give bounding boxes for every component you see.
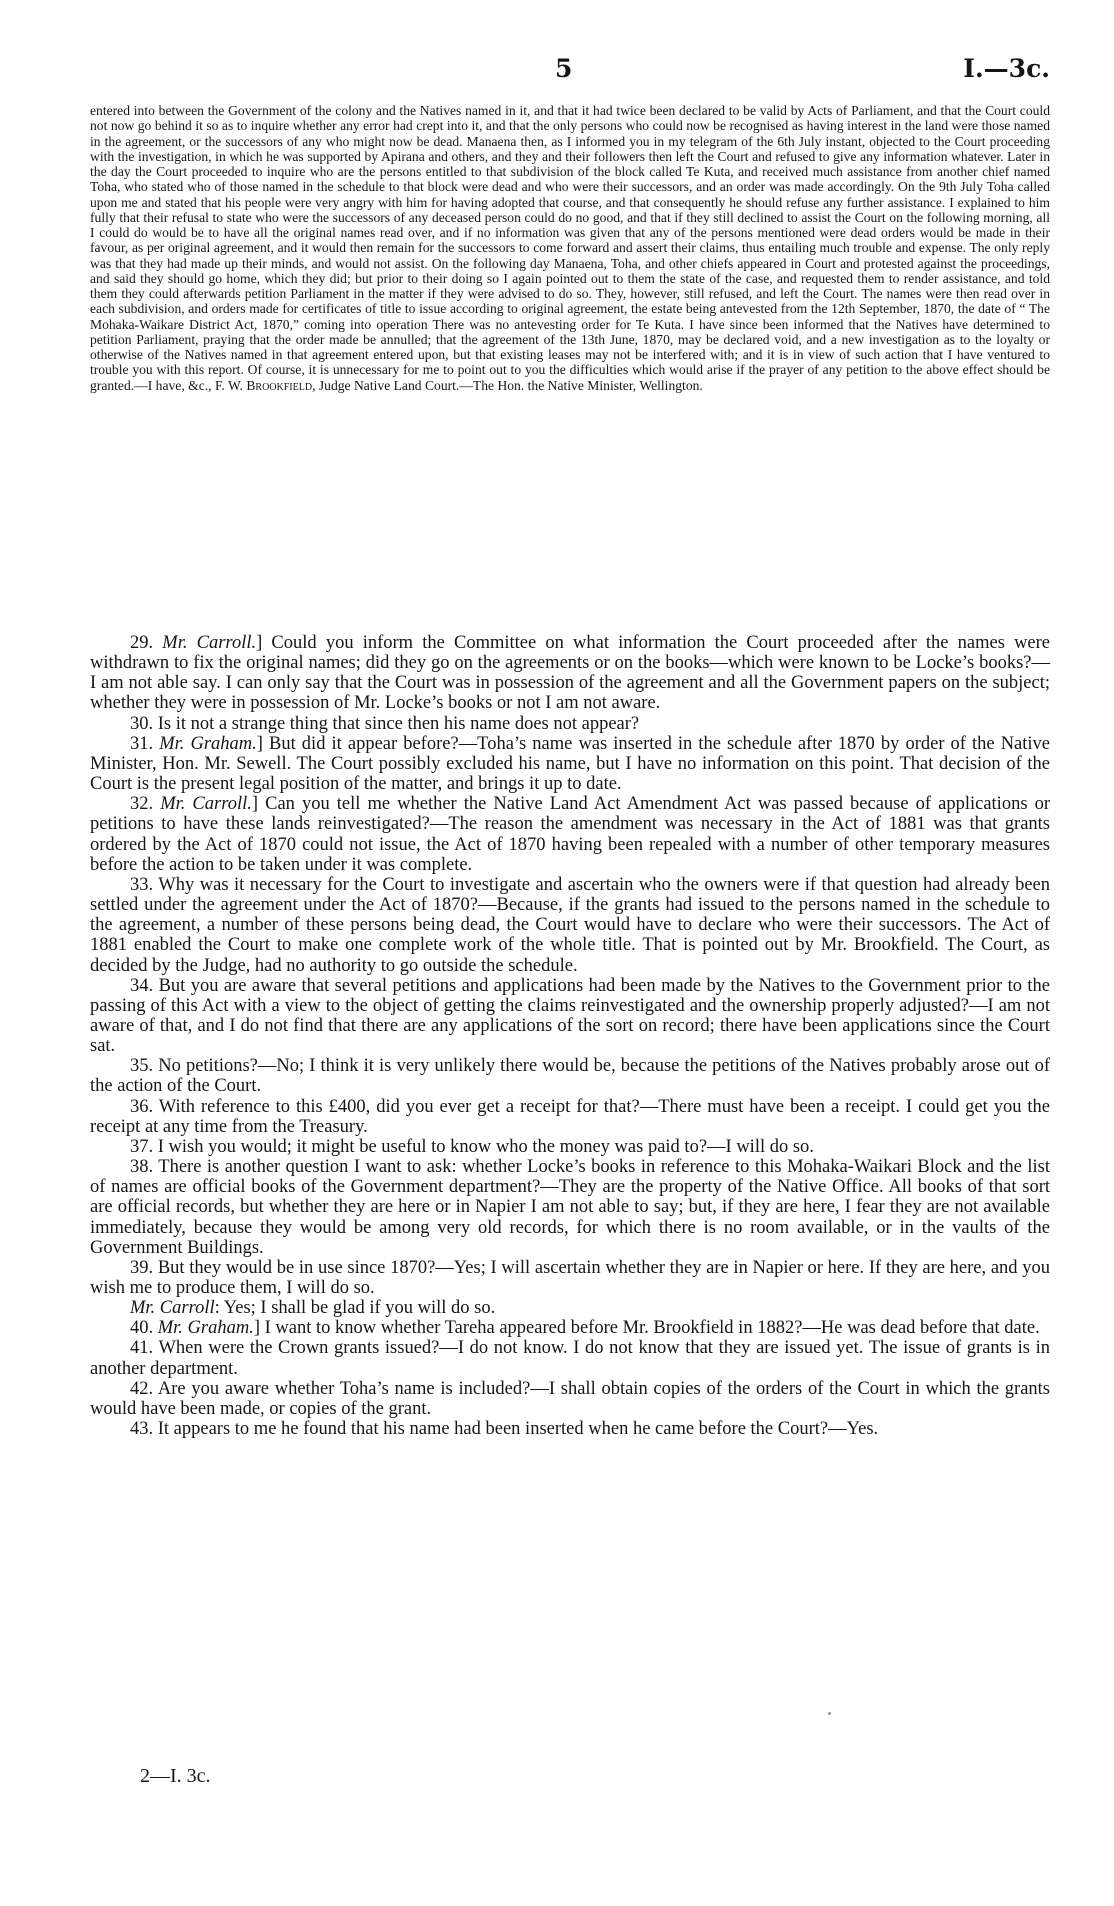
question-text: When were the Crown grants issued?—I do not know. I do not know that they are issued yet. The issue of grants is in another department. bbox=[90, 1338, 1050, 1379]
speaker: Mr. Carroll. bbox=[160, 794, 252, 815]
page-number: 5 bbox=[555, 54, 573, 83]
question-number: 41. bbox=[130, 1338, 154, 1359]
question-text: But they would be in use since 1870?—Yes; I will ascertain whether they are in Napier or here. If they are here, and you wish me to produce them, I will do so. bbox=[90, 1257, 1050, 1298]
question-number: 42. bbox=[130, 1378, 154, 1399]
letter-excerpt bbox=[90, 103, 1050, 393]
question-text: No petitions?—No; I think it is very unlikely there would be, because the petitions of the Natives probably arose out of the action of the Court. bbox=[90, 1056, 1050, 1097]
question-number: 36. bbox=[130, 1096, 154, 1117]
question-text: ] Could you inform the Committee on what information the Court proceeded after the names were withdrawn to fix the original names; did they go on the agreements or on the books—which were known to be Locke’s books?—I am not able say. I can only say that the Court was in possession of the agreement and all the Government papers on the subject; whether they were in possession of Mr. Locke’s books or not I am not aware. bbox=[90, 633, 1051, 714]
question-41 bbox=[90, 1338, 1050, 1378]
question-text: It appears to me he found that his name had been inserted when he came before the Court?—Yes. bbox=[157, 1419, 879, 1440]
question-34 bbox=[90, 976, 1050, 1057]
question-number: 37. bbox=[130, 1136, 154, 1157]
question-36 bbox=[90, 1097, 1050, 1137]
question-39 bbox=[90, 1258, 1050, 1298]
question-number: 38. bbox=[130, 1157, 154, 1178]
speaker: Mr. Carroll. bbox=[162, 633, 257, 653]
question-text: But you are aware that several petitions and applications had been made by the Natives to the Government prior to the passing of this Act with a view to the object of getting the claims reinvestigated and the ownership properly adjusted?—I am not aware of that, and I do not find that there are any applications of the sort on record; there have been applications since the Court sat. bbox=[90, 975, 1051, 1057]
document-reference: I.—3c. bbox=[963, 54, 1050, 83]
signature-mark: 2—I. 3c. bbox=[140, 1765, 211, 1787]
question-32 bbox=[90, 794, 1050, 875]
question-35 bbox=[90, 1056, 1050, 1096]
question-text: I wish you would; it might be useful to know who the money was paid to?—I will do so. bbox=[157, 1136, 814, 1157]
question-43 bbox=[90, 1419, 1050, 1439]
question-text: : Yes; I shall be glad if you will do so. bbox=[214, 1298, 496, 1319]
letter-closing: , Judge Native Land Court.—The Hon. the Native Minister, Wellington. bbox=[312, 377, 703, 393]
evidence-questions bbox=[90, 633, 1050, 1439]
question-text: Is it not a strange thing that since then his name does not appear? bbox=[157, 713, 640, 734]
question-38 bbox=[90, 1157, 1050, 1258]
question-text: There is another question I want to ask: whether Locke’s books in reference to this Mohaka-Waikari Block and the list of names are official books of the Government department?—They are the property of the Native Office. All books of that sort are official records, but whether they are here or in Napier I am not able to say; but, if they are here, I fear they are not available immediately, because they would be among very old records, for which there is no room available, or in the vaults of the Government Buildings. bbox=[90, 1157, 1050, 1258]
question-number: 43. bbox=[130, 1419, 154, 1440]
question-number: 30. bbox=[130, 713, 154, 734]
question-number: 34. bbox=[130, 975, 154, 996]
question-text: With reference to this £400, did you ever get a receipt for that?—There must have been a receipt. I could get you the receipt at any time from the Treasury. bbox=[90, 1096, 1050, 1137]
question-number: 31. bbox=[130, 733, 154, 754]
speaker: Mr. Graham. bbox=[157, 1318, 254, 1339]
question-37 bbox=[90, 1137, 1050, 1157]
speaker: Mr. Carroll bbox=[130, 1298, 215, 1319]
question-33 bbox=[90, 875, 1050, 976]
question-text: ] I want to know whether Tareha appeared before Mr. Brookfield in 1882?—He was dead before that date. bbox=[253, 1318, 1040, 1339]
interjection-carroll bbox=[90, 1298, 1050, 1318]
question-number: 40. bbox=[130, 1318, 154, 1339]
question-number: 33. bbox=[130, 874, 154, 895]
letter-signature-name: Brookfield bbox=[246, 377, 313, 393]
question-text: ] Can you tell me whether the Native Land Act Amendment Act was passed because of applications or petitions to have these lands reinvestigated?—The reason the amendment was necessary in the Act of 1881 was that grants ordered by the Act of 1870 could not issue, the Act of 1870 having been repealed with a number of other temporary measures before the action to be taken under it was complete. bbox=[90, 794, 1050, 875]
letter-body: entered into between the Government of the colony and the Natives named in it, and that it had twice been declared to be valid by Acts of Parliament, and that the Court could not now go behind it so as to inquire whether any error had crept into it, and that the only persons who could now be recognised as having interest in the land were those named in the agreement, or the successors of any who might now be dead. Manaena then, as I informed you in my telegram of the 6th July instant, objected to the Court proceeding with the investigation, in which he was supported by Apirana and others, and they and their followers then left the Court and refused to give any information whatever. Later in the day the Court proceeded to inquire who are the persons entitled to that subdivision of the block called Te Kuta, and received much assistance from another chief named Toha, who stated who of those named in the schedule to that block were dead and who were their successors, and an order was made accordingly. On the 9th July Toha called upon me and stated that his people were very angry with him for having adopted that course, and that consequently he should refuse any further assistance. I explained to him fully that their refusal to state who were the successors of any deceased person could do no good, and that if they still declined to assist the Court on the following morning, all I could do would be to have all the original names read over, and if no information was given that any of the persons mentioned were dead orders would be made in their favour, as per original agreement, and it would then remain for the successors to come forward and assert their claims, thus entailing much trouble and expense. The only reply was that they had made up their minds, and would not assist. On the following day Manaena, Toha, and other chiefs appeared in Court and protested against the proceedings, and said they should go home, which they did; but prior to their doing so I again pointed out to them the state of the case, and requested them to render assistance, and told them they could afterwards petition Parliament in the matter if they were advised to do so. They, however, still refused, and left the Court. The names were then read over in each subdivision, and orders made for certificates of title to issue according to original agreement, the estate being antevested from the 12th September, 1870, the date of “ The Mohaka-Waikare District Act, 1870,” coming into operation There was no antevesting order for Te Kuta. I have since been informed that the Natives have determined to petition Parliament, praying that the order made be annulled; that the agreement of the 13th June, 1870, may be declared void, and a new investigation as to the loyalty or otherwise of the Natives named in that agreement entered upon, but that existing leases may not be interfered with; and it is in view of such action that I have ventured to trouble you with this report. Of course, it is unnecessary for me to point out to you the difficulties which would arise if the prayer of any petition to the above effect should be granted.—I have, &c., F. W. bbox=[90, 103, 1050, 393]
question-number: 35. bbox=[130, 1056, 154, 1077]
page-header bbox=[90, 54, 1050, 88]
question-29 bbox=[90, 633, 1050, 714]
speaker: Mr. Graham. bbox=[159, 733, 257, 754]
question-text: Why was it necessary for the Court to investigate and ascertain who the owners were if that question had already been settled under the agreement under the Act of 1870?—Because, if the grants had issued to the persons named in the schedule to the agreement, a number of these persons being dead, the Court would have to declare who were their successors. The Act of 1881 enabled the Court to make one complete work of the whole title. That is pointed out by Mr. Brookfield. The Court, as decided by the Judge, had no authority to go outside the schedule. bbox=[90, 874, 1051, 976]
question-number: 32. bbox=[130, 794, 154, 815]
question-42 bbox=[90, 1379, 1050, 1419]
question-31 bbox=[90, 734, 1050, 794]
question-number: 29. bbox=[130, 633, 154, 653]
question-text: Are you aware whether Toha’s name is included?—I shall obtain copies of the orders of the Court in which the grants would have been made, or copies of the grant. bbox=[90, 1378, 1051, 1419]
question-30 bbox=[90, 714, 1050, 734]
question-number: 39. bbox=[130, 1257, 154, 1278]
question-text: ] But did it appear before?—Toha’s name was inserted in the schedule after 1870 by order of the Native Minister, Hon. Mr. Sewell. The Court possibly excluded his name, but I have no information on this point. That decision of the Court is the present legal position of the matter, and brings it up to date. bbox=[90, 733, 1051, 795]
scan-speck bbox=[828, 1712, 831, 1715]
question-40 bbox=[90, 1318, 1050, 1338]
